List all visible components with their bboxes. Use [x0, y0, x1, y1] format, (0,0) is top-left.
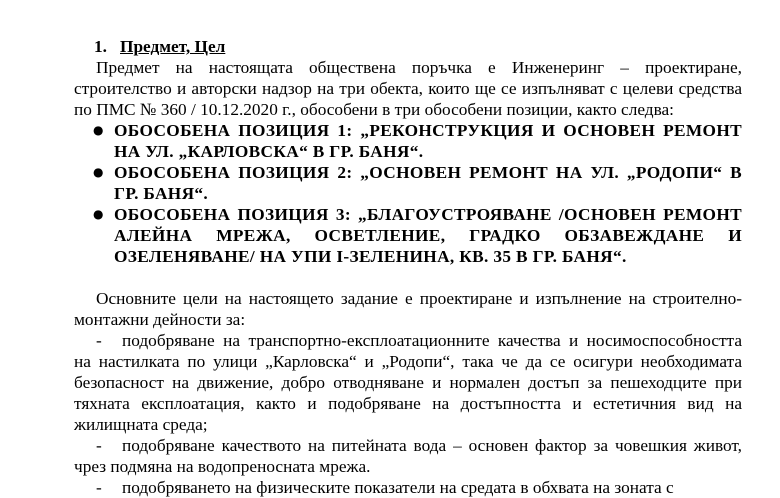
goal-item-1 — [74, 330, 742, 435]
positions-list — [74, 120, 742, 267]
position-item-1 — [74, 120, 742, 162]
position-text: ОБОСОБЕНА ПОЗИЦИЯ 1: „РЕКОНСТРУКЦИЯ И ОСНОВЕН РЕМОНТ НА УЛ. „КАРЛОВСКА“ В ГР. БАНЯ“. — [114, 121, 742, 161]
section-heading — [94, 36, 742, 57]
position-item-2 — [74, 162, 742, 204]
section-number: 1. — [94, 37, 107, 56]
goal-text: подобряване качеството на питейната вода – основен фактор за човешкия живот, чрез подмяна на водопреносната мрежа. — [74, 436, 742, 476]
goal-item-3 — [74, 477, 742, 498]
goal-text: подобряване на транспортно-експлоатационните качества и носимоспособността на настилката по улици „Карловска“ и „Родопи“, така че да се осигури необходимата безопасност на движение, добро отводняване и нормален достъп за пешеходците при тяхната експлоатация, както и подобряване на достъпността и естетичния вид на жилищната среда; — [74, 331, 742, 434]
dash-marker: - — [96, 478, 102, 497]
dash-marker: - — [96, 331, 102, 350]
goal-item-2 — [74, 435, 742, 477]
bullet-icon: ● — [93, 165, 104, 179]
dash-marker: - — [96, 436, 102, 455]
intro-paragraph: Предмет на настоящата обществена поръчка е Инженеринг – проектиране, строителство и авторски надзор на три обекта, които ще се изпълняват с целеви средства по ПМС № 360 / 10.12.2020 г., обособени в три обособени позиции, както следва: — [74, 58, 742, 119]
bullet-icon: ● — [93, 123, 104, 137]
spacer — [74, 267, 742, 288]
position-text: ОБОСОБЕНА ПОЗИЦИЯ 2: „ОСНОВЕН РЕМОНТ НА УЛ. „РОДОПИ“ В ГР. БАНЯ“. — [114, 163, 742, 203]
section-title: Предмет, Цел — [120, 37, 226, 56]
position-text: ОБОСОБЕНА ПОЗИЦИЯ 3: „БЛАГОУСТРОЯВАНЕ /ОСНОВЕН РЕМОНТ АЛЕЙНА МРЕЖА, ОСВЕТЛЕНИЕ, ГРАДКО ОБЗАВЕЖДАНЕ И ОЗЕЛЕНЯВАНЕ/ НА УПИ I-ЗЕЛЕНИНА, КВ. 35 В ГР. БАНЯ“. — [114, 205, 742, 266]
position-item-3 — [74, 204, 742, 267]
goal-text: подобряването на физическите показатели на средата в обхвата на зоната с — [122, 478, 674, 497]
document-page — [74, 36, 742, 498]
bullet-icon: ● — [93, 207, 104, 221]
goals-intro-paragraph: Основните цели на настоящето задание е проектиране и изпълнение на строително-монтажни дейности за: — [74, 289, 742, 329]
